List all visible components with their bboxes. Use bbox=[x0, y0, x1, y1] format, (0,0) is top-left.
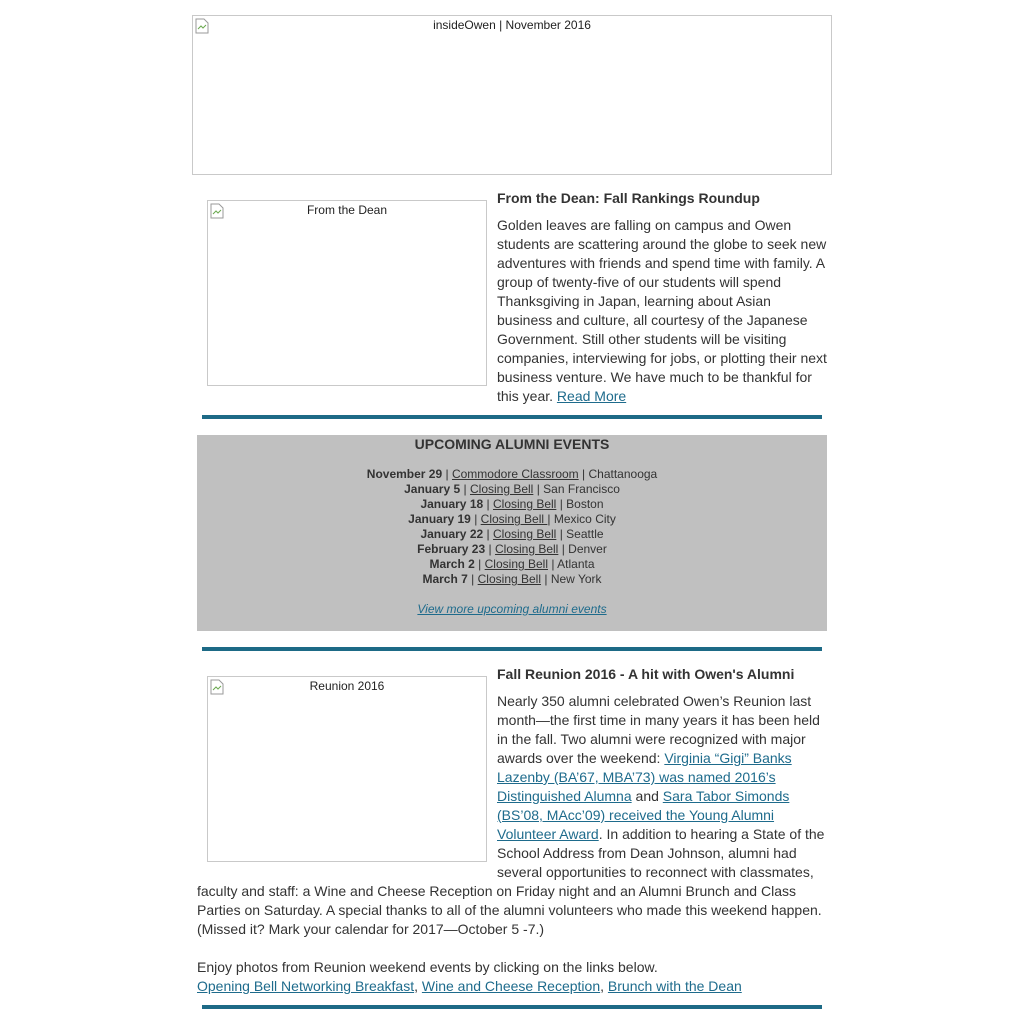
link-separator: , bbox=[414, 978, 422, 994]
event-row bbox=[197, 482, 827, 497]
event-date: February 23 bbox=[417, 542, 486, 556]
reunion-image-alt: Reunion 2016 bbox=[309, 679, 385, 693]
header-banner-image bbox=[192, 15, 832, 175]
reunion-story-title: Fall Reunion 2016 - A hit with Owen's Alumni bbox=[497, 666, 795, 682]
event-separator: | bbox=[445, 467, 449, 481]
event-separator: | bbox=[486, 527, 490, 541]
event-link[interactable]: Commodore Classroom bbox=[451, 467, 579, 481]
event-city: Mexico City bbox=[553, 512, 616, 526]
event-row bbox=[197, 572, 827, 587]
event-date: January 18 bbox=[420, 497, 484, 511]
section-divider bbox=[202, 647, 822, 651]
dean-story-title: From the Dean: Fall Rankings Roundup bbox=[497, 190, 760, 206]
event-separator: | bbox=[582, 467, 586, 481]
event-date: January 5 bbox=[404, 482, 461, 496]
photo-links bbox=[197, 977, 829, 996]
event-date: January 19 bbox=[408, 512, 471, 526]
event-separator: | bbox=[486, 497, 490, 511]
dean-image[interactable] bbox=[207, 200, 487, 386]
event-separator: | bbox=[559, 527, 563, 541]
event-link[interactable]: Closing Bell bbox=[492, 527, 557, 541]
event-separator: | bbox=[561, 542, 565, 556]
event-city: Chattanooga bbox=[588, 467, 658, 481]
event-date: November 29 bbox=[366, 467, 443, 481]
reunion-text-3: . In addition to hearing a State of the School Address from Dean Johnson, alumni had several opportunities to reconnect with classmates, faculty and staff: a Wine and Cheese Reception on Friday night and an Alumni Brunch and Class Parties on Saturday. A special thanks to all of the alumni volunteers who made this weekend happen. (Missed it? Mark your calendar for 2017—October 5 -7.) bbox=[197, 826, 825, 937]
event-link[interactable]: Closing Bell bbox=[480, 512, 548, 526]
event-city: Seattle bbox=[566, 527, 604, 541]
distinguished-alumna-link[interactable]: Virginia “Gigi” Banks Lazenby (BA’67, MBA’73) was named 2016’s Distinguished Alumna bbox=[497, 750, 792, 804]
alumni-events-panel bbox=[197, 435, 827, 631]
event-separator: | bbox=[478, 557, 482, 571]
event-link[interactable]: Closing Bell bbox=[469, 482, 534, 496]
dean-story-body bbox=[497, 216, 829, 406]
dean-body-text: Golden leaves are falling on campus and Owen students are scattering around the globe to seek new adventures with friends and spend time with family. A group of twenty-five of our students will spend Thanksgiving in Japan, learning about Asian business and culture, all courtesy of the Japanese Government. Still other students will be visiting companies, interviewing for jobs, or plotting their next business venture. We have much to be thankful for this year. bbox=[497, 217, 827, 404]
photos-intro: Enjoy photos from Reunion weekend events by clicking on the links below. bbox=[197, 959, 658, 975]
event-date: March 2 bbox=[429, 557, 475, 571]
section-divider bbox=[202, 1005, 822, 1009]
header-image-alt: insideOwen | November 2016 bbox=[433, 18, 591, 32]
event-city: Atlanta bbox=[557, 557, 595, 571]
image-spacer bbox=[197, 666, 497, 876]
event-separator: | bbox=[471, 572, 475, 586]
reunion-photos-section bbox=[197, 958, 829, 996]
event-link[interactable]: Closing Bell bbox=[494, 542, 559, 556]
event-city: Boston bbox=[566, 497, 604, 511]
dean-image-alt: From the Dean bbox=[306, 203, 388, 217]
event-separator: | bbox=[544, 572, 548, 586]
event-row bbox=[197, 542, 827, 557]
event-separator: | bbox=[536, 482, 540, 496]
newsletter bbox=[192, 15, 832, 994]
event-row bbox=[197, 527, 827, 542]
event-separator: | bbox=[474, 512, 478, 526]
section-divider bbox=[202, 415, 822, 419]
wine-cheese-reception-link[interactable]: Wine and Cheese Reception bbox=[421, 978, 601, 994]
event-link[interactable]: Closing Bell bbox=[477, 572, 542, 586]
dean-story bbox=[192, 185, 832, 415]
view-more-events-link[interactable]: View more upcoming alumni events bbox=[417, 602, 607, 616]
link-separator: , bbox=[600, 978, 608, 994]
event-city: New York bbox=[550, 572, 602, 586]
opening-bell-breakfast-link[interactable]: Opening Bell Networking Breakfast bbox=[197, 978, 415, 994]
event-city: San Francisco bbox=[543, 482, 620, 496]
alumni-events-title: UPCOMING ALUMNI EVENTS bbox=[414, 436, 610, 452]
event-row bbox=[197, 512, 827, 527]
read-more-link[interactable]: Read More bbox=[556, 388, 627, 404]
event-separator: | bbox=[547, 512, 551, 526]
young-alumni-award-link[interactable]: Sara Tabor Simonds (BS’08, MAcc’09) received the Young Alumni Volunteer Award bbox=[497, 788, 790, 842]
event-city: Denver bbox=[568, 542, 607, 556]
event-link[interactable]: Closing Bell bbox=[484, 557, 549, 571]
event-row bbox=[197, 467, 827, 482]
event-separator: | bbox=[551, 557, 555, 571]
reunion-text-2: and bbox=[631, 788, 663, 804]
event-separator: | bbox=[559, 497, 563, 511]
event-separator: | bbox=[488, 542, 492, 556]
event-row bbox=[197, 497, 827, 512]
event-date: March 7 bbox=[422, 572, 468, 586]
event-row bbox=[197, 557, 827, 572]
event-separator: | bbox=[463, 482, 467, 496]
brunch-with-dean-link[interactable]: Brunch with the Dean bbox=[607, 978, 742, 994]
event-link[interactable]: Closing Bell bbox=[492, 497, 557, 511]
alumni-events-list bbox=[197, 467, 827, 587]
reunion-story bbox=[192, 660, 832, 1000]
reunion-text-1: Nearly 350 alumni celebrated Owen’s Reunion last month—the first time in many years it has been held in the fall. Two alumni were recognized with major awards over the weekend: bbox=[497, 693, 820, 766]
event-date: January 22 bbox=[420, 527, 484, 541]
